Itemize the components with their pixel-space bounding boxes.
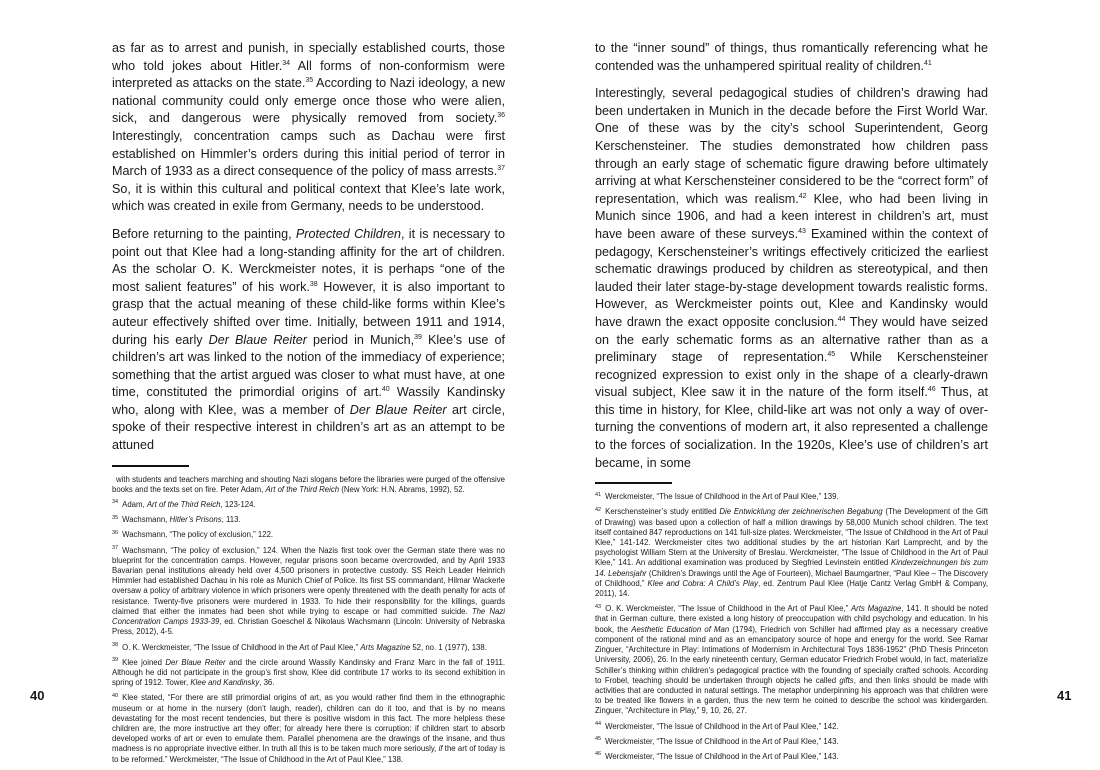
italic-text: Der Blaue Reiter [208,332,307,347]
footnote-ref: 45 [827,350,836,358]
footnote-ref: 34 [282,59,291,67]
footnote: $^{43}$ O. K. Werckmeister, “The Issue of Childhood in the Art of Paul Klee,” Arts Magazine, 141. It should be noted that in German culture, there existed a long history of preoccupation with child psychology and education. In his book, the Aesthetic Education of Man (1794), Friedrich von Schiller had affirmed play as a necessary creative component of the rational mind and as an emancipatory source of hope and energy for the world. See Ramar Zinguer, “Architecture in Play: Intimations of Modernism in Architectural Toys 1836-1952” (PhD Thesis Princeton University, 2006), 26. In the early nineteenth century, German educator Friedrich Frobel would, in fact, materialize Schiller’s thinking within children’s pedagogical practice with the founding of specially crafted schools. According to Frobel, teaching should be undertaken through objects he called gifts, and then links should be made with activities that are conducted in natural settings. The metaphor underpinning his approach was that children were to be treated like flowers in a garden, thus the new term he coined to describe the school was kindergarden. Zinguer, “Architecture in Play,” 9, 10, 26, 27. [595,603,988,716]
footnote-ref: 41 [924,59,932,67]
italic-text: Art of the Third Reich [146,500,221,510]
italic-text: Der Blaue Reiter [165,657,226,667]
italic-text: Klee and Cobra: A Child’s Play [647,578,758,588]
footnote: $^{36}$ Wachsmann, “The policy of exclusion,” 122. [112,529,274,540]
footnote: $^{34}$ Adam, Art of the Third Reich, 123-124. [112,499,256,510]
left-footnotes [112,475,505,765]
footnote: $^{39}$ Klee joined Der Blaue Reiter and the circle around Wassily Kandinsky and Franz Marc in the fall of 1911. Although he did not participate in the group’s first show, Klee did contribute 17 works to its second exhibition in spring of 1912. Tower, Klee and Kandinsky, 36. [112,657,506,688]
footnote-ref: 40 [381,386,390,394]
paragraph: as far as to arrest and punish, in specially established courts, those who told jokes about Hitler.$^{34}$ All forms of non-conformism were interpreted as attacks on the state.$^{35}$ According to Nazi ideology, a new national community could only emerge once those who were alien, sick, and dangerous were physically removed from society.$^{36}$ Interestingly, concentration camps such as Dachau were first established on Himmler’s orders during this initial period of terror in March of 1933 as a direct consequence of the policy of mass arrests.$^{37}$ So, it is within this cultural and political context that Klee’s late work, which was created in exile from Germany, needs to be understood. [112,41,505,214]
paragraph: Before returning to the painting, Protected Children, it is necessary to point out that Klee had a long-standing affinity for the art of children. As the scholar O. K. Werckmeister notes, it is perhaps “one of the most salient features” of his work.$^{38}$ However, it is also important to grasp that the actual meaning of these child-like forms within Klee’s auteur effectively shifted over time. Initially, between 1911 and 1914, during his early Der Blaue Reiter period in Munich,$^{39}$ Klee’s use of children’s art was linked to the notion of the immediacy of experience; something that the artist argued was closer to what must have, at one time, constituted the primordial origins of art.$^{40}$ Wassily Kandinsky who, along with Klee, was a member of Der Blaue Reiter art circle, spoke of their respective interest in children’s art as an attempt to be attuned [112,226,506,453]
footnote-ref: 37 [497,164,505,172]
footnote: $^{35}$ Wachsmann, Hitler’s Prisons, 113. [112,514,241,525]
left-body-text [112,40,505,455]
footnote-ref: 38 [309,280,318,288]
footnote: $^{44}$ Werckmeister, “The Issue of Childhood in the Art of Paul Klee,” 142. [595,720,839,731]
footnote: with students and teachers marching and shouting Nazi slogans before the libraries were purged of the offensive books and the texts set on fire. Peter Adam, Art of the Third Reich (New York: H.N. Abrams, 1992), 52. [112,474,505,494]
footnote: $^{45}$ Werckmeister, “The Issue of Childhood in the Art of Paul Klee,” 143. [595,736,839,746]
footnote-rule [595,482,672,484]
footnote-ref: 44 [837,315,846,323]
italic-text: Arts Magazine [360,642,411,652]
page-number-left: 40 [30,688,45,703]
footnote: $^{46}$ Werckmeister, “The Issue of Childhood in the Art of Paul Klee,” 143. [595,751,839,761]
footnote: $^{38}$ O. K. Werckmeister, “The Issue of Childhood in the Art of Paul Klee,” Arts Magazine 52, no. 1 (1977), 138. [112,641,487,652]
italic-text: Die Entwicklung der zeichnerischen Begabung [719,507,883,517]
paragraph: to the “inner sound” of things, thus romantically referencing what he contended was the unhampered spiritual reality of children.$^{41}$ [595,41,988,73]
italic-text: Der Blaue Reiter [349,402,447,417]
italic-text: Aesthetic Education of Man [631,624,730,634]
footnote-ref: 36 [497,112,505,120]
italic-text: Klee and Kandinsky [190,678,260,688]
italic-text: Art of the Third Reich [265,484,340,494]
right-body-text [595,40,988,472]
footnote-ref: 35 [305,77,314,84]
italic-text: The Nazi Concentration Camps 1933-39 [112,606,505,627]
footnote: $^{41}$ Werckmeister, “The Issue of Childhood in the Art of Paul Klee,” 139. [595,491,839,502]
italic-text: Protected Children [295,226,402,241]
footnote: $^{40}$ Klee stated, “For there are still primordial origins of art, as you would rather find them in the ethnographic museum or at home in the nursery (don’t laugh, reader), children can do it too, and that is by no means devastating for the most recent tendencies, but there is positive wisdom in this fact. The more helpless these children are, the more instructive art they offer; for already here there is corruption: if children start to absorb developed works of art or even to emulate them. Parallel phenomena are the drawings of the insane, and thus madness is no appropriate invective either. In truth all this is to be taken much more seriously, if the art of today is to be reformed.” Werckmeister, “The Issue of Childhood in the Art of Paul Klee,” 138. [112,692,505,764]
footnote-ref: 42 [798,192,807,200]
italic-text: if [438,744,443,754]
left-page [112,40,505,770]
footnote-ref: 43 [798,227,806,235]
right-page [595,40,988,767]
footnote-rule [112,465,189,467]
italic-text: Hitler’s Prisons [169,515,222,525]
italic-text: gifts [839,675,854,685]
page-number-right: 41 [1057,688,1072,703]
italic-text: Arts Magazine [850,604,902,614]
italic-text: Kinderzeichnungen bis zum 14. Lebensjahr [595,558,988,578]
paragraph: Interestingly, several pedagogical studies of children’s drawing had been undertaken in Munich in the decade before the First World War. One of these was by the city’s school Superintendent, Georg Kerschensteiner. The studies demonstrated how children pass through an early stage of schematic figure drawing before ultimately arriving at what Kerschensteiner considered to be the “correct form” of representation, which was realism.$^{42}$ Klee, who had been living in Munich since 1906, and had a keen interest in children’s art, must have been aware of these surveys.$^{43}$ Examined within the context of pedagogy, Kerschensteiner’s writings effectively criticized the earliest schematic drawings produced by children as stereotypical, and then lauded their later stage-by-stage development towards realistic forms. However, as Werckmeister points out, Klee and Kandinsky would have drawn the exact opposite conclusion.$^{44}$ They would have seized on the early schematic forms as an alternative rather than as a preliminary stage of representation.$^{45}$ While Kerschensteiner recognized expression to exist only in the shape of a clearly-drawn visual subject, Klee saw it in the nature of the form itself.$^{46}$ Thus, at this time in history, for Klee, child-like art was not only a way of over-turning the conventions of modern art, it also represented a challenge to the forces of socialization. In the 1920s, Klee’s use of children’s art became, in some [595,86,988,470]
footnote-ref: 46 [927,386,936,394]
footnote-ref: 39 [414,333,422,341]
footnote: $^{37}$ Wachsmann, “The policy of exclusion,” 124. When the Nazis first took over the German state there was no blueprint for the concentration camps. However, regular prisons soon became overcrowded, and by April 1933 Bavarian penal institutions already held over 4,500 prisoners in protective custody. SS Reich Leader Heinrich Himmler had established Dachau in his role as Munich Chief of Police. Its first SS commandant, Hilmar Wackerle oversaw a policy of arbitrary violence in which prisoners were openly threatened with the death penalty for acts of resistance. Twenty-five prisoners were murdered in 1933. To hide their responsibility for the killings, guards claimed that either the inmates had been shot while trying to escape or had committed suicide. The Nazi Concentration Camps 1933-39, ed. Christian Goeschel & Nikolaus Wachsmann (Lincoln: University of Nebraska Press, 2012), 4-5. [112,545,505,637]
footnote: $^{42}$ Kerschensteiner’s study entitled Die Entwicklung der zeichnerischen Begabung (The Development of the Gift of Drawing) was based upon a collection of half a million drawings by 58,000 Munich school children. The text itself contained 847 reproductions on 141 full-size plates. Werckmeister, “The Issue of Childhood in the Art of Paul Klee,” 141-142. Werckmeister cites two additional studies by the art historian Karl Lamprecht, and by the psychologist William Stern at the University of Breslau. Werckmeister, “The Issue of Childhood in the Art of Paul Klee,” 141. An additional examination was produced by Siegfried Levinstein entitled Kinderzeichnungen bis zum 14. Lebensjahr (Children’s Drawings until the Age of Fourteen), Michael Baumgartner, “Paul Klee – The Discovery of Childhood,” Klee and Cobra: A Child’s Play, ed. Zentrum Paul Klee (Hatje Cantz Verlag GmbH & Company, 2011), 14. [595,506,989,599]
right-footnotes [595,492,988,762]
